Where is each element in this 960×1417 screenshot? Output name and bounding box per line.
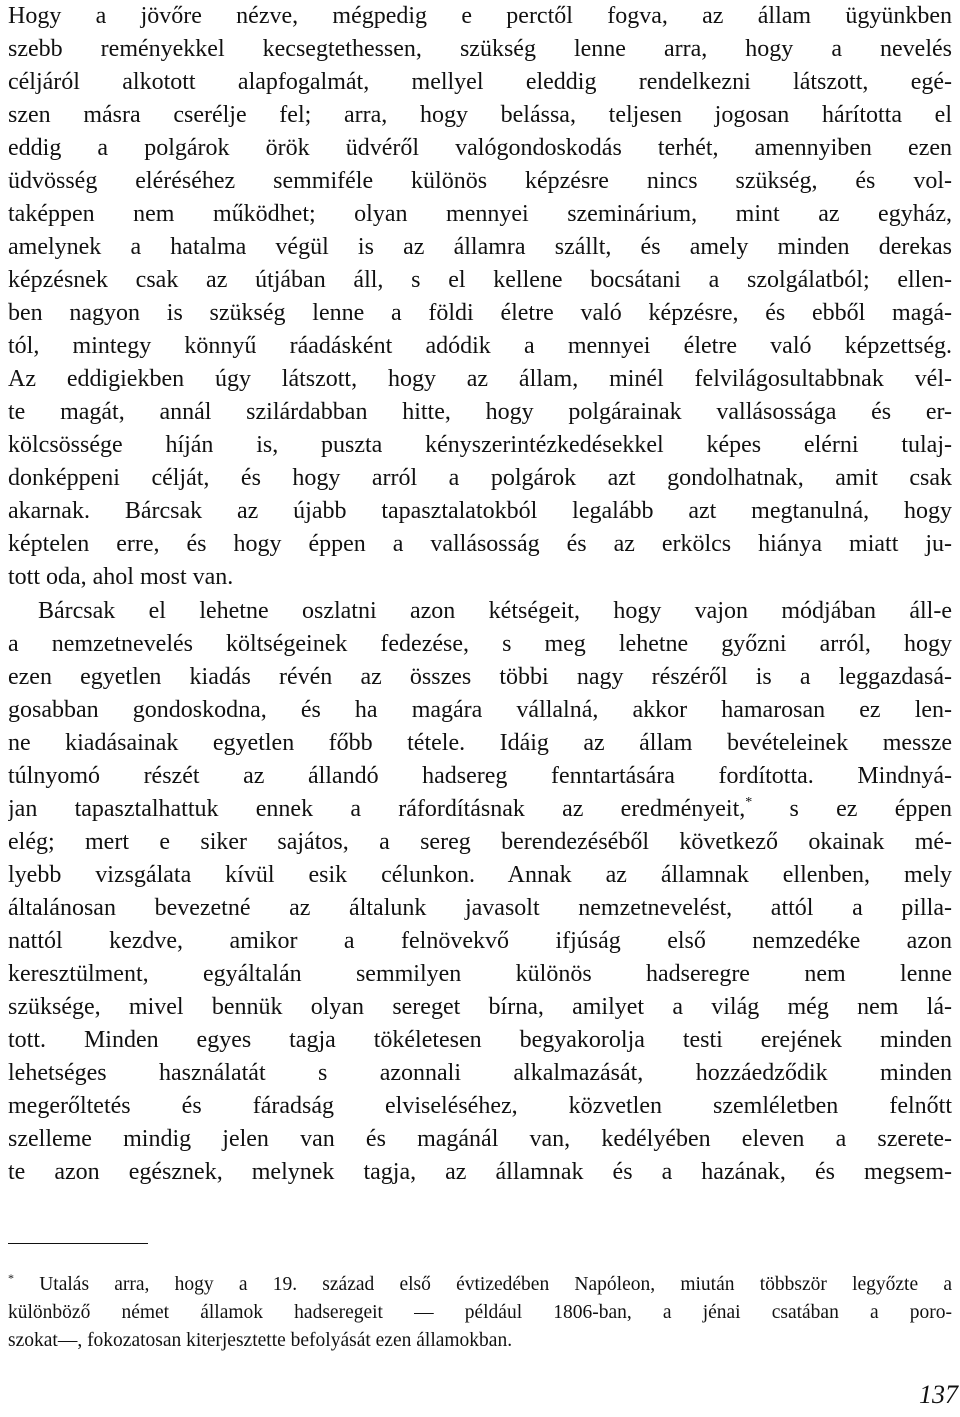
- footnote-marker: *: [8, 1271, 14, 1285]
- text-line: taképpen nem működhet; olyan mennyei szeminárium, mint az egyház,: [8, 201, 952, 227]
- text-line: lehetséges használatát s azonnali alkalmazását, hozzáedződik minden: [8, 1060, 952, 1086]
- text-line: megerőltetés és fáradság elviseléséhez, közvetlen szemléletben felnőtt: [8, 1093, 952, 1119]
- footnote-line: szokat—, fokozatosan kiterjesztette befolyását ezen államokban.: [8, 1330, 513, 1351]
- text-line: lyebb vizsgálata kívül esik célunkon. Annak az államnak ellenben, mely: [8, 862, 952, 888]
- text-line: tott. Minden egyes tagja tökéletesen begyakorolja testi erejének minden: [8, 1027, 952, 1053]
- text-line: amelynek a hatalma végül is az államra szállt, és amely minden derekas: [8, 234, 952, 260]
- text-segment: jan tapasztalhattuk ennek a ráfordításnak az eredményeit,: [8, 796, 746, 822]
- footnote-separator: [8, 1243, 148, 1244]
- text-line: elég; mert e siker sajátos, a sereg berendezéséből következő okainak mé-: [8, 829, 952, 855]
- text-line: a nemzetnevelés költségeinek fedezése, s meg lehetne győzni arról, hogy: [8, 631, 952, 657]
- text-line: képzésnek csak az útjában áll, s el kellene bocsátani a szolgálatból; ellen-: [8, 267, 952, 293]
- text-line: szebb reményekkel kecsegtethessen, szükség lenne arra, hogy a nevelés: [8, 36, 952, 62]
- footnote-text: Utalás arra, hogy a 19. század első évtizedében Napóleon, miután többször legyőzte a: [14, 1274, 952, 1295]
- text-line: eddig a polgárok örök üdvéről valógondoskodás terhét, amennyiben ezen: [8, 135, 952, 161]
- text-line: céljáról alkotott alapfogalmát, mellyel eleddig rendelkezni látszott, egé-: [8, 69, 952, 95]
- text-line: képtelen erre, és hogy éppen a vallásosság és az erkölcs hiánya miatt ju-: [8, 531, 952, 557]
- text-segment: s ez éppen: [752, 796, 952, 822]
- text-line: túlnyomó részét az állandó hadsereg fenntartására fordította. Mindnyá-: [8, 763, 952, 789]
- footnote-reference[interactable]: *: [745, 795, 753, 810]
- text-line-with-footnote-ref: [8, 793, 952, 826]
- text-line: gosabban gondoskodna, és ha magára vállalná, akkor hamarosan ez len-: [8, 697, 952, 723]
- text-line: nattól kezdve, amikor a felnövekvő ifjúság első nemzedéke azon: [8, 928, 952, 954]
- text-line: tott oda, ahol most van.: [8, 564, 234, 590]
- footnote-line: [8, 1271, 952, 1298]
- text-line: ezen egyetlen kiadás révén az összes többi nagy részéről is a leggazdasá-: [8, 664, 952, 690]
- page-number: 137: [919, 1380, 958, 1409]
- text-line: akarnak. Bárcsak az újabb tapasztalatokból legalább azt megtanulná, hogy: [8, 498, 952, 524]
- text-line: általánosan bevezetné az általunk javasolt nemzetnevelést, attól a pilla-: [8, 895, 952, 921]
- text-line: kölcsössége híján is, puszta kényszerintézkedésekkel képes elérni tulaj-: [8, 432, 952, 458]
- text-line: Az eddigiekben úgy látszott, hogy az állam, minél felvilágosultabbnak vél-: [8, 366, 952, 392]
- text-line: keresztülment, egyáltalán semmilyen különös hadseregre nem lenne: [8, 961, 952, 987]
- text-line: Hogy a jövőre nézve, mégpedig e perctől fogva, az állam ügyünkben: [8, 3, 952, 29]
- text-line: te azon egésznek, melynek tagja, az államnak és a hazának, és megsem-: [8, 1159, 952, 1185]
- text-line: donképpeni célját, és hogy arról a polgárok azt gondolhatnak, amit csak: [8, 465, 952, 491]
- text-line: szen másra cserélje fel; arra, hogy belássa, teljesen jogosan hárította el: [8, 102, 952, 128]
- text-line: szüksége, mivel bennük olyan sereget bírna, amilyet a világ még nem lá-: [8, 994, 952, 1020]
- footnote-line: különböző német államok hadseregeit — például 1806-ban, a jénai csatában a poro-: [8, 1302, 952, 1323]
- text-line: te magát, annál szilárdabban hitte, hogy polgárainak vallásossága és er-: [8, 399, 952, 425]
- text-line: ne kiadásainak egyetlen főbb tétele. Idáig az állam bevételeinek messze: [8, 730, 952, 756]
- paragraph-first-line: Bárcsak el lehetne oszlatni azon kétségeit, hogy vajon módjában áll-e: [38, 598, 952, 624]
- text-line: tól, mintegy könnyű ráadásként adódik a mennyei életre való képzettség.: [8, 333, 952, 359]
- text-line: szelleme mindig jelen van és magánál van, kedélyében eleven a szerete-: [8, 1126, 952, 1152]
- text-line: ben nagyon is szükség lenne a földi életre való képzésre, és ebből magá-: [8, 300, 952, 326]
- text-line: üdvösség eléréséhez semmiféle különös képzésre nincs szükség, és vol-: [8, 168, 952, 194]
